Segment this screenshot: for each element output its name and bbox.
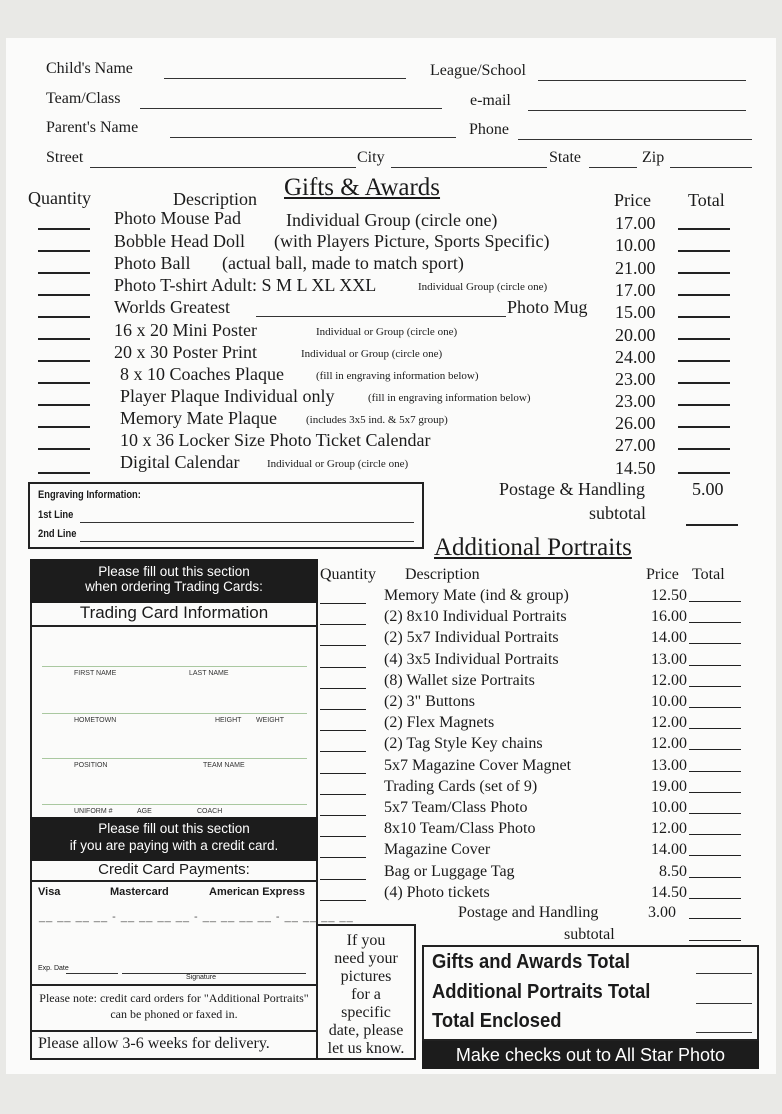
tc-height-label: HEIGHT — [215, 717, 242, 724]
gift-description: Worlds Greatest — [114, 297, 231, 317]
specific-date-line4: for a — [351, 986, 381, 1003]
gift-quantity-field[interactable] — [38, 294, 90, 296]
gifts-quantity-header: Quantity — [28, 188, 91, 208]
gift-quantity-field[interactable] — [38, 404, 90, 406]
gifts-total-label: Gifts and Awards Total — [432, 951, 631, 973]
gift-description: Bobble Head Doll — [114, 231, 245, 251]
parent-name-field[interactable] — [170, 137, 456, 138]
gift-price: 27.00 — [615, 435, 656, 455]
exp-date-label: Exp. Date — [38, 965, 69, 972]
gift-quantity-field[interactable] — [38, 316, 90, 318]
left-panel — [30, 559, 318, 1032]
gift-quantity-field[interactable] — [38, 250, 90, 252]
trading-card-instructions — [30, 559, 318, 603]
credit-card-bar-line2: if you are paying with a credit card. — [69, 838, 279, 853]
tc-uniform-label: UNIFORM # — [74, 808, 113, 815]
gifts-postage-label: Postage & Handling — [499, 479, 645, 499]
gifts-total-field[interactable] — [696, 973, 752, 974]
tc-team-name-label: TEAM NAME — [203, 762, 245, 769]
portrait-quantity-field[interactable] — [320, 773, 366, 774]
delivery-box — [30, 1030, 318, 1060]
specific-date-line1: If you — [346, 932, 386, 949]
portraits-subtotal-field[interactable] — [689, 940, 741, 941]
portrait-description: (2) 5x7 Individual Portraits — [384, 629, 559, 646]
gifts-description-header: Description — [173, 189, 257, 209]
tc-position-label: POSITION — [74, 762, 108, 769]
tc-hometown-line — [42, 713, 307, 714]
total-enclosed-field[interactable] — [696, 1032, 752, 1033]
portrait-description: (2) 8x10 Individual Portraits — [384, 608, 567, 625]
specific-date-line2: need your — [334, 950, 398, 967]
portrait-description: 5x7 Magazine Cover Magnet — [384, 757, 572, 774]
portrait-description: Bag or Luggage Tag — [384, 863, 515, 880]
gift-description: Photo Mouse Pad — [114, 208, 242, 228]
portrait-price: 14.00 — [651, 629, 687, 646]
gift-price: 23.00 — [615, 369, 656, 389]
zip-field[interactable] — [670, 167, 752, 168]
checks-payable-note: Make checks out to All Star Photo — [422, 1041, 759, 1069]
gift-price: 17.00 — [615, 213, 656, 233]
gift-description: Photo Ball — [114, 253, 191, 273]
state-label: State — [549, 149, 581, 166]
trading-card-title: Trading Card Information — [30, 603, 318, 627]
portrait-description: (2) Flex Magnets — [384, 714, 495, 731]
portrait-total-field[interactable] — [689, 834, 741, 835]
portrait-quantity-field[interactable] — [320, 879, 366, 880]
gift-price: 24.00 — [615, 347, 656, 367]
gift-note: Individual or Group (circle one) — [316, 326, 458, 338]
gift-note: Individual or Group (circle one) — [267, 458, 409, 470]
mastercard-option[interactable]: Mastercard — [110, 886, 169, 898]
portraits-total-field[interactable] — [696, 1003, 752, 1004]
league-school-label: League/School — [430, 62, 526, 79]
gift-description: Digital Calendar — [120, 452, 240, 472]
portrait-quantity-field[interactable] — [320, 645, 366, 646]
totals-box — [422, 945, 759, 1041]
signature-label: Signature — [186, 974, 216, 981]
trading-card-bar-line2: when ordering Trading Cards: — [85, 579, 263, 594]
email-field[interactable] — [528, 110, 746, 111]
gift-total-field[interactable] — [678, 250, 730, 252]
specific-date-line6: date, please — [328, 1022, 404, 1039]
portrait-quantity-field[interactable] — [320, 624, 366, 625]
portrait-total-field[interactable] — [689, 855, 741, 856]
gift-quantity-field[interactable] — [38, 272, 90, 274]
engraving-title: Engraving Information: — [38, 489, 141, 501]
portrait-total-field[interactable] — [689, 643, 741, 644]
gifts-price-header: Price — [614, 190, 651, 210]
specific-date-note — [316, 924, 416, 1060]
gift-note: Individual Group (circle one) — [286, 210, 498, 230]
portraits-quantity-header: Quantity — [320, 566, 376, 583]
tc-weight-label: WEIGHT — [256, 717, 284, 724]
portrait-quantity-field[interactable] — [320, 730, 366, 731]
team-class-label: Team/Class — [46, 90, 121, 107]
portrait-price: 12.00 — [651, 820, 687, 837]
gift-price: 17.00 — [615, 280, 656, 300]
portrait-quantity-field[interactable] — [320, 709, 366, 710]
email-label: e-mail — [470, 92, 511, 109]
order-form-sheet — [6, 38, 776, 1074]
portrait-quantity-field[interactable] — [320, 603, 366, 604]
street-field[interactable] — [90, 167, 356, 168]
gift-description: 8 x 10 Coaches Plaque — [120, 364, 284, 384]
portrait-quantity-field[interactable] — [320, 688, 366, 689]
phone-label: Phone — [469, 121, 509, 138]
exp-date-field[interactable] — [66, 973, 118, 974]
gift-total-field[interactable] — [678, 360, 730, 362]
credit-card-bar-line1: Please fill out this section — [98, 821, 250, 836]
gift-total-field[interactable] — [678, 404, 730, 406]
zip-label: Zip — [642, 149, 665, 166]
portraits-subtotal-label: subtotal — [564, 926, 615, 943]
tc-position-line — [42, 758, 307, 759]
gift-price: 26.00 — [615, 413, 656, 433]
gift-quantity-field[interactable] — [38, 228, 90, 230]
gifts-postage-value: 5.00 — [692, 479, 724, 499]
gift-note: (includes 3x5 ind. & 5x7 group) — [306, 414, 448, 426]
portrait-quantity-field[interactable] — [320, 751, 366, 752]
portraits-description-header: Description — [405, 566, 480, 583]
gift-total-field[interactable] — [678, 294, 730, 296]
portrait-price: 12.00 — [651, 714, 687, 731]
portraits-total-header: Total — [692, 566, 725, 583]
portrait-description: (2) Tag Style Key chains — [384, 735, 543, 752]
state-field[interactable] — [589, 167, 637, 168]
portrait-description: Trading Cards (set of 9) — [384, 778, 538, 795]
portrait-price: 13.00 — [651, 651, 687, 668]
gift-description: Photo T-shirt Adult: S M L XL XXL — [114, 275, 377, 295]
tc-first-name-label: FIRST NAME — [74, 670, 117, 677]
portrait-total-field[interactable] — [689, 686, 741, 687]
engraving-line1-field[interactable] — [80, 522, 414, 523]
gift-total-field[interactable] — [678, 448, 730, 450]
portrait-description: 8x10 Team/Class Photo — [384, 820, 536, 837]
portrait-description: (8) Wallet size Portraits — [384, 672, 535, 689]
portrait-price: 19.00 — [651, 778, 687, 795]
gift-quantity-field[interactable] — [38, 360, 90, 362]
portrait-total-field[interactable] — [689, 898, 741, 899]
gift-note: Photo Mug — [507, 297, 588, 317]
portrait-total-field[interactable] — [689, 665, 741, 666]
portrait-total-field[interactable] — [689, 728, 741, 729]
delivery-note: Please allow 3-6 weeks for delivery. — [38, 1035, 270, 1052]
gift-price: 21.00 — [615, 258, 656, 278]
portrait-price: 10.00 — [651, 799, 687, 816]
street-label: Street — [46, 149, 84, 166]
portrait-description: Magazine Cover — [384, 841, 491, 858]
credit-card-title: Credit Card Payments: — [30, 861, 318, 882]
portrait-total-field[interactable] — [689, 877, 741, 878]
portrait-total-field[interactable] — [689, 601, 741, 602]
gift-quantity-field[interactable] — [38, 338, 90, 340]
gift-note: (fill in engraving information below) — [368, 392, 531, 404]
gift-description: 20 x 30 Poster Print — [114, 342, 258, 362]
tc-last-name-label: LAST NAME — [189, 670, 229, 677]
credit-card-instructions — [30, 817, 318, 861]
specific-date-line5: specific — [341, 1004, 391, 1021]
portrait-quantity-field[interactable] — [320, 857, 366, 858]
portrait-price: 8.50 — [659, 863, 687, 880]
portraits-price-header: Price — [646, 566, 679, 583]
card-number-field[interactable]: __ __ __ __ - __ __ __ __ - __ __ __ __ - __ __ __ __ — [39, 911, 354, 923]
phone-field[interactable] — [518, 139, 752, 140]
gift-total-field[interactable] — [678, 338, 730, 340]
gift-total-field[interactable] — [678, 426, 730, 428]
gift-total-field[interactable] — [678, 382, 730, 384]
engraving-line1-label: 1st Line — [38, 509, 74, 521]
visa-option[interactable]: Visa — [38, 886, 61, 898]
city-field[interactable] — [391, 167, 547, 168]
gift-description: Memory Mate Plaque — [120, 408, 277, 428]
portraits-postage-value: 3.00 — [648, 904, 676, 921]
portrait-total-field[interactable] — [689, 622, 741, 623]
portrait-price: 12.00 — [651, 672, 687, 689]
portrait-quantity-field[interactable] — [320, 836, 366, 837]
gifts-total-header: Total — [688, 190, 725, 210]
gift-quantity-field[interactable] — [38, 472, 90, 474]
specific-date-line7: let us know. — [327, 1040, 405, 1057]
amex-option[interactable]: American Express — [209, 886, 305, 898]
gift-price: 10.00 — [615, 235, 656, 255]
parent-name-label: Parent's Name — [46, 119, 139, 136]
gift-note: Individual Group (circle one) — [418, 281, 548, 293]
engraving-box — [28, 482, 424, 549]
gift-price: 23.00 — [615, 391, 656, 411]
portrait-price: 12.00 — [651, 735, 687, 752]
gift-note: (with Players Picture, Sports Specific) — [274, 231, 550, 251]
gift-price: 14.50 — [615, 458, 656, 478]
gift-description: Player Plaque Individual only — [120, 386, 335, 406]
gifts-heading: Gifts & Awards — [284, 174, 441, 201]
gift-description: 16 x 20 Mini Poster — [114, 320, 258, 340]
portraits-postage-total-field[interactable] — [689, 918, 741, 919]
gift-total-field[interactable] — [678, 472, 730, 474]
child-name-label: Child's Name — [46, 60, 133, 77]
gift-note: Individual or Group (circle one) — [301, 348, 443, 360]
team-class-field[interactable] — [140, 108, 442, 109]
gift-note: (actual ball, made to match sport) — [222, 253, 464, 273]
gift-note: (fill in engraving information below) — [316, 370, 479, 382]
gift-total-field[interactable] — [678, 228, 730, 230]
trading-card-bar-line1: Please fill out this section — [98, 564, 250, 579]
tc-name-line — [42, 666, 307, 667]
gifts-subtotal-label: subtotal — [589, 503, 646, 523]
portrait-total-field[interactable] — [689, 749, 741, 750]
gifts-subtotal-field[interactable] — [686, 524, 738, 526]
worlds-greatest-field[interactable] — [256, 316, 506, 317]
portrait-total-field[interactable] — [689, 792, 741, 793]
portrait-description: (4) 3x5 Individual Portraits — [384, 651, 559, 668]
gift-quantity-field[interactable] — [38, 382, 90, 384]
specific-date-line3: pictures — [340, 968, 392, 985]
portraits-heading: Additional Portraits — [434, 534, 632, 561]
gift-price: 20.00 — [615, 325, 656, 345]
portrait-total-field[interactable] — [689, 813, 741, 814]
gift-quantity-field[interactable] — [38, 426, 90, 428]
portrait-price: 12.50 — [651, 587, 687, 604]
city-label: City — [357, 149, 385, 166]
credit-card-note: Please note: credit card orders for "Additional Portraits" can be phoned or faxed in. — [30, 984, 318, 1026]
portrait-description: 5x7 Team/Class Photo — [384, 799, 528, 816]
tc-hometown-label: HOMETOWN — [74, 717, 117, 724]
portrait-total-field[interactable] — [689, 771, 741, 772]
gift-price: 15.00 — [615, 302, 656, 322]
engraving-line2-label: 2nd Line — [38, 528, 77, 540]
portrait-price: 16.00 — [651, 608, 687, 625]
gift-description: 10 x 36 Locker Size Photo Ticket Calendar — [120, 430, 431, 450]
portrait-price: 10.00 — [651, 693, 687, 710]
portrait-quantity-field[interactable] — [320, 667, 366, 668]
tc-coach-label: COACH — [197, 808, 223, 815]
child-name-field[interactable] — [164, 78, 406, 79]
portraits-total-label: Additional Portraits Total — [432, 981, 651, 1003]
portrait-description: (2) 3" Buttons — [384, 693, 475, 710]
portrait-quantity-field[interactable] — [320, 794, 366, 795]
portrait-description: Memory Mate (ind & group) — [384, 587, 569, 604]
tc-age-label: AGE — [137, 808, 152, 815]
portrait-quantity-field[interactable] — [320, 900, 366, 901]
gift-total-field[interactable] — [678, 272, 730, 274]
league-school-field[interactable] — [538, 80, 746, 81]
portrait-total-field[interactable] — [689, 707, 741, 708]
portrait-price: 13.00 — [651, 757, 687, 774]
portrait-price: 14.50 — [651, 884, 687, 901]
total-enclosed-label: Total Enclosed — [432, 1010, 562, 1032]
portrait-description: (4) Photo tickets — [384, 884, 490, 901]
portraits-postage-label: Postage and Handling — [458, 904, 599, 921]
portrait-quantity-field[interactable] — [320, 815, 366, 816]
gift-total-field[interactable] — [678, 316, 730, 318]
gift-quantity-field[interactable] — [38, 448, 90, 450]
tc-uniform-line — [42, 804, 307, 805]
portrait-price: 14.00 — [651, 841, 687, 858]
engraving-line2-field[interactable] — [80, 541, 414, 542]
